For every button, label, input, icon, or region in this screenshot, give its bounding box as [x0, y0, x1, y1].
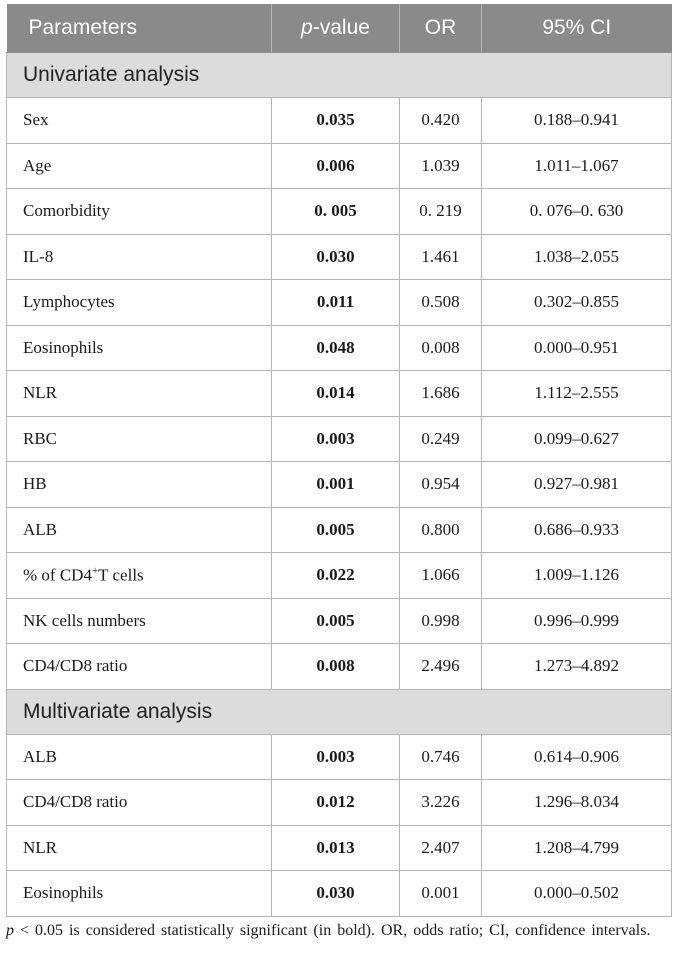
cell-p-value: 0.006	[272, 143, 400, 189]
cell-or: 0.249	[400, 416, 482, 462]
cell-or: 1.066	[400, 553, 482, 599]
cell-ci: 0.927–0.981	[482, 462, 672, 508]
cell-ci: 0.302–0.855	[482, 280, 672, 326]
cell-p-value: 0.001	[272, 462, 400, 508]
cell-p-value: 0.003	[272, 734, 400, 780]
table-row	[7, 734, 672, 780]
table-row	[7, 644, 672, 690]
section-title: Multivariate analysis	[7, 689, 672, 734]
footnote-text: < 0.05 is considered statistically significant (in bold). OR, odds ratio; CI, confidence intervals.	[14, 922, 651, 939]
cell-parameter: CD4/CD8 ratio	[7, 780, 272, 826]
table-row	[7, 98, 672, 144]
cell-ci: 0. 076–0. 630	[482, 189, 672, 235]
cell-parameter: IL-8	[7, 234, 272, 280]
cell-parameter: ALB	[7, 734, 272, 780]
cell-or: 0.001	[400, 871, 482, 917]
cell-p-value: 0. 005	[272, 189, 400, 235]
cell-ci: 1.208–4.799	[482, 825, 672, 871]
cell-p-value: 0.030	[272, 234, 400, 280]
table-header	[7, 4, 672, 53]
header-parameters: Parameters	[7, 4, 272, 53]
table-row	[7, 280, 672, 326]
cell-ci: 0.996–0.999	[482, 598, 672, 644]
table-row	[7, 416, 672, 462]
cell-ci: 1.273–4.892	[482, 644, 672, 690]
footnote-p-symbol: p	[6, 922, 14, 939]
table-row	[7, 598, 672, 644]
cell-p-value: 0.012	[272, 780, 400, 826]
cell-or: 3.226	[400, 780, 482, 826]
cell-p-value: 0.030	[272, 871, 400, 917]
table-row	[7, 189, 672, 235]
header-p-rest: -value	[312, 16, 370, 39]
cell-or: 0.998	[400, 598, 482, 644]
param-superscript: +	[91, 564, 99, 577]
table-row	[7, 553, 672, 599]
cell-parameter: NK cells numbers	[7, 598, 272, 644]
cell-or: 1.039	[400, 143, 482, 189]
cell-ci: 1.112–2.555	[482, 371, 672, 417]
param-text: % of CD4	[23, 565, 92, 585]
cell-ci: 1.009–1.126	[482, 553, 672, 599]
cell-ci: 0.000–0.951	[482, 325, 672, 371]
cell-parameter: NLR	[7, 825, 272, 871]
cell-p-value: 0.014	[272, 371, 400, 417]
table-row	[7, 325, 672, 371]
cell-ci: 0.614–0.906	[482, 734, 672, 780]
cell-p-value: 0.008	[272, 644, 400, 690]
cell-or: 0. 219	[400, 189, 482, 235]
table-row	[7, 780, 672, 826]
cell-or: 2.407	[400, 825, 482, 871]
section-title: Univariate analysis	[7, 53, 672, 98]
cell-p-value: 0.048	[272, 325, 400, 371]
cell-or: 2.496	[400, 644, 482, 690]
table-row	[7, 462, 672, 508]
table-row	[7, 871, 672, 917]
header-p-value	[272, 4, 400, 53]
cell-ci: 0.000–0.502	[482, 871, 672, 917]
cell-parameter: Eosinophils	[7, 325, 272, 371]
cell-or: 1.461	[400, 234, 482, 280]
param-text-rest: T cells	[98, 565, 144, 585]
cell-parameter: ALB	[7, 507, 272, 553]
cell-p-value: 0.005	[272, 598, 400, 644]
cell-parameter	[7, 553, 272, 599]
table-row	[7, 234, 672, 280]
table-body	[7, 53, 672, 917]
header-or: OR	[400, 4, 482, 53]
table-row	[7, 143, 672, 189]
cell-parameter: RBC	[7, 416, 272, 462]
table-row	[7, 371, 672, 417]
cell-p-value: 0.011	[272, 280, 400, 326]
cell-parameter: Eosinophils	[7, 871, 272, 917]
header-ci: 95% CI	[482, 4, 672, 53]
cell-parameter: NLR	[7, 371, 272, 417]
cell-or: 0.008	[400, 325, 482, 371]
cell-parameter: CD4/CD8 ratio	[7, 644, 272, 690]
cell-p-value: 0.003	[272, 416, 400, 462]
cell-ci: 0.686–0.933	[482, 507, 672, 553]
cell-parameter: HB	[7, 462, 272, 508]
cell-or: 1.686	[400, 371, 482, 417]
cell-parameter: Age	[7, 143, 272, 189]
cell-p-value: 0.013	[272, 825, 400, 871]
cell-or: 0.420	[400, 98, 482, 144]
header-p-letter: p	[301, 16, 313, 39]
cell-or: 0.508	[400, 280, 482, 326]
cell-parameter: Lymphocytes	[7, 280, 272, 326]
cell-or: 0.800	[400, 507, 482, 553]
table-footnote	[6, 920, 671, 941]
cell-p-value: 0.022	[272, 553, 400, 599]
cell-ci: 0.099–0.627	[482, 416, 672, 462]
cell-parameter: Comorbidity	[7, 189, 272, 235]
cell-ci: 1.038–2.055	[482, 234, 672, 280]
regression-table	[6, 4, 672, 917]
section-row	[7, 689, 672, 734]
section-row	[7, 53, 672, 98]
table-row	[7, 825, 672, 871]
cell-or: 0.746	[400, 734, 482, 780]
cell-ci: 1.296–8.034	[482, 780, 672, 826]
cell-or: 0.954	[400, 462, 482, 508]
cell-ci: 0.188–0.941	[482, 98, 672, 144]
table-row	[7, 507, 672, 553]
cell-p-value: 0.005	[272, 507, 400, 553]
cell-ci: 1.011–1.067	[482, 143, 672, 189]
cell-p-value: 0.035	[272, 98, 400, 144]
cell-parameter: Sex	[7, 98, 272, 144]
